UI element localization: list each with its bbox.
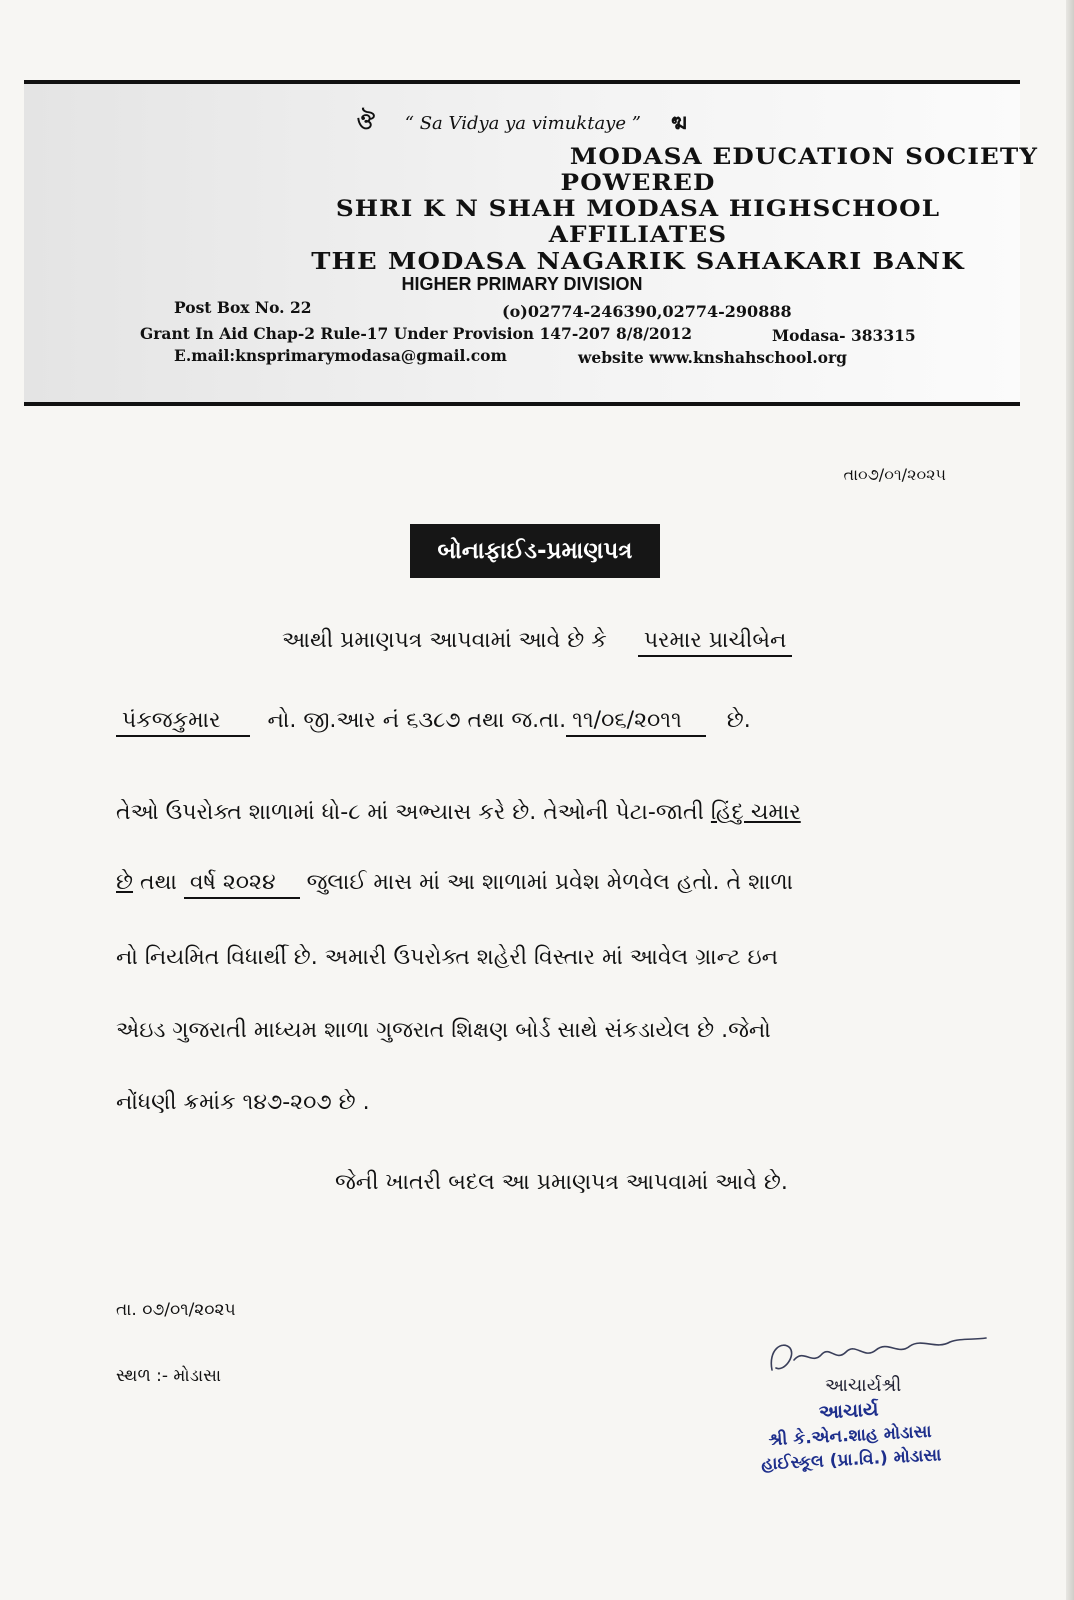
division-label: HIGHER PRIMARY DIVISION <box>401 274 643 294</box>
school-stamp <box>708 1393 991 1478</box>
closing-line: જેની ખાતરી બદલ આ પ્રમાણપત્ર આપવામાં આવે છે. <box>335 1170 788 1195</box>
student-name-field: પરમાર પ્રાચીબેન <box>638 628 793 657</box>
phone-numbers: (o)02774-246390,02774-290888 <box>502 302 792 321</box>
issue-place: સ્થળ :- મોડાસા <box>116 1366 222 1386</box>
org-line-school: SHRI K N SHAH MODASA HIGHSCHOOL <box>335 196 941 222</box>
issue-date: તા. ૦૭/૦૧/૨૦૨૫ <box>116 1300 236 1320</box>
admission-year-field: વર્ષ ૨૦૨૪ <box>184 870 300 899</box>
body-line-1: આથી પ્રમાણપત્ર આપવામાં આવે છે કે પરમાર પ્રાચીબેન <box>282 628 792 657</box>
stamp-line-2: હાઈસ્કૂલ (પ્રા.વિ.) મોડાસા <box>760 1445 942 1475</box>
grant-info: Grant In Aid Chap-2 Rule-17 Under Provision 147-207 8/8/2012 <box>140 324 693 343</box>
body-line-5: નો નિયમિત વિધાર્થી છે. અમારી ઉપરોક્ત શહેરી વિસ્તાર માં આવેલ ગ્રાન્ટ ઇન <box>116 945 778 970</box>
body-line-6: એઇડ ગુજરાતી માધ્યમ શાળા ગુજરાત શિક્ષણ બોર્ડ સાથે સંકડાયેલ છે .જેનો <box>116 1018 771 1043</box>
ornament-left-icon: ঔ <box>356 109 375 135</box>
school-motto: ঔ “ Sa Vidya ya vimuktaye ” ฆ <box>356 109 688 135</box>
document-date: તા૦૭/૦૧/૨૦૨૫ <box>843 465 946 484</box>
email-address: E.mail:knsprimarymodasa@gmail.com <box>174 346 507 365</box>
org-line-powered: POWERED <box>560 170 716 196</box>
org-line-society: MODASA EDUCATION SOCIETY <box>569 144 1039 170</box>
certificate-title: બોનાફાઈડ-પ્રમાણપત્ર <box>410 524 660 578</box>
date-of-birth-field: ૧૧/૦૬/૨૦૧૧ <box>566 708 706 737</box>
letterhead <box>24 80 1039 406</box>
org-line-bank: THE MODASA NAGARIK SAHAKARI BANK <box>311 248 965 275</box>
principal-signature <box>760 1330 990 1380</box>
body-line-3: તેઓ ઉપરોક્ત શાળામાં ધો-૮ માં અભ્યાસ કરે છે. તેઓની પેટા-જાતી હિંદુ ચમાર <box>116 800 801 825</box>
body-line-4: છે તથા વર્ષ ૨૦૨૪ જુલાઈ માસ માં આ શાળામાં પ્રવેશ મેળવેલ હતો. તે શાળા <box>116 870 793 899</box>
post-box: Post Box No. 22 <box>174 298 312 317</box>
ornament-right-icon: ฆ <box>670 109 688 135</box>
stamp-title: આચાર્ય <box>818 1398 880 1424</box>
website-address: website www.knshahschool.org <box>578 348 847 367</box>
body-line-7: નોંધણી ક્રમાંક ૧૪૭-૨૦૭ છે . <box>116 1090 370 1115</box>
principal-label: આચાર્યશ્રી <box>825 1375 902 1396</box>
stamp-line-1: શ્રી કે.એન.શાહ મોડાસા <box>768 1421 933 1451</box>
org-line-affiliates: AFFILIATES <box>548 222 728 248</box>
city-pincode: Modasa- 383315 <box>772 326 916 345</box>
body-line-2: પંકજકુમાર નો. જી.આર નં ૬૩૮૭ તથા જ.તા. ૧૧/૦૬/૨૦૧૧ છે. <box>116 708 751 737</box>
caste-field: હિંદુ ચમાર <box>710 800 801 825</box>
student-name-continued: પંકજકુમાર <box>116 708 250 737</box>
